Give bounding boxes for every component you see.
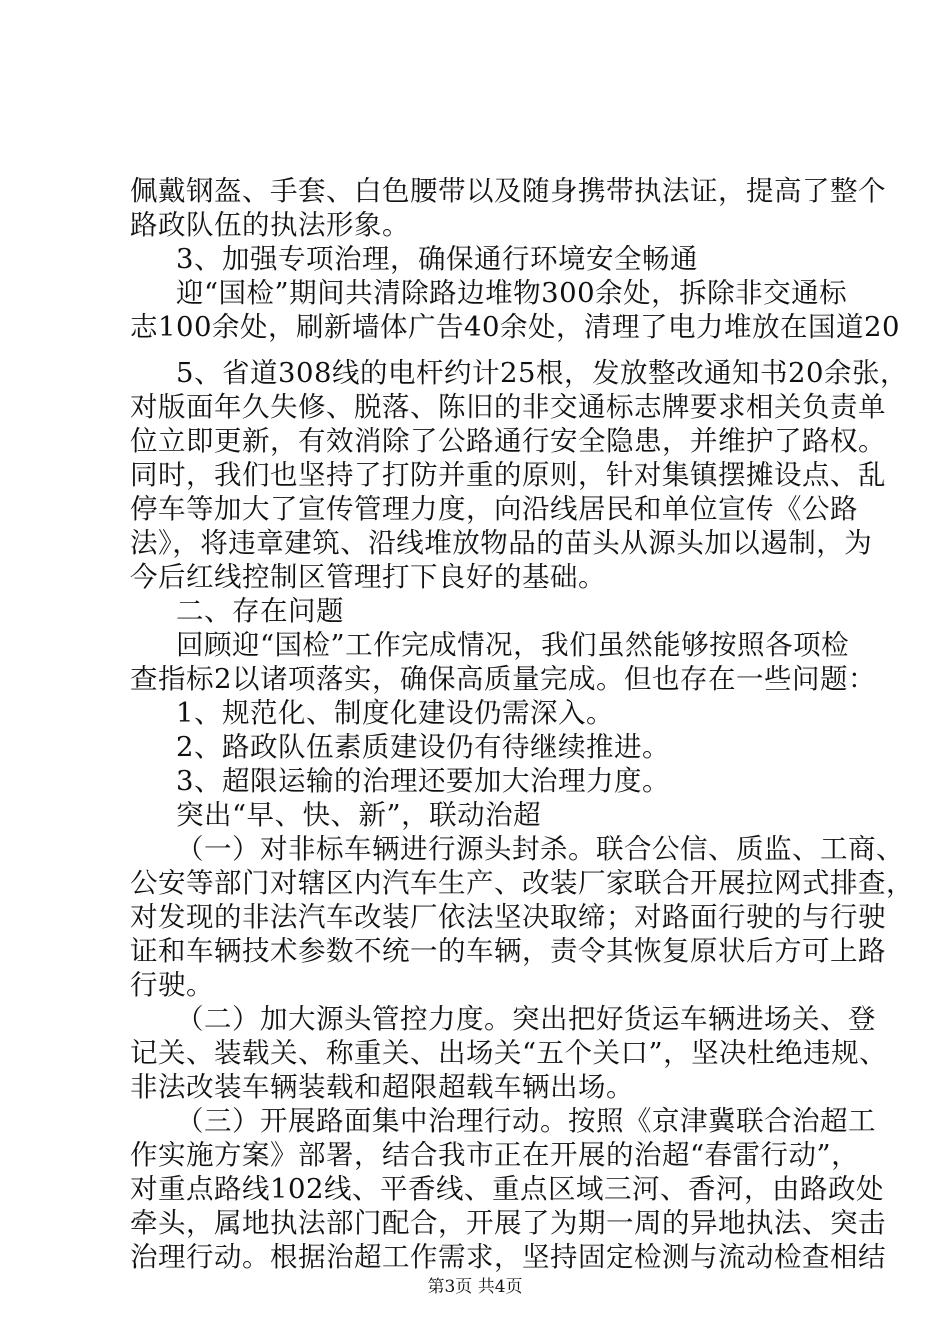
text-line-2: 路政队伍的执法形象。 — [130, 209, 410, 241]
text-line-24: 行驶。 — [130, 969, 214, 1001]
list-item-3: 3、超限运输的治理还要加大治理力度。 — [176, 765, 670, 797]
section-heading-highlight: 突出“早、快、新”，联动治超 — [176, 799, 542, 831]
text-line-28: （三）开展路面集中治理行动。按照《京津冀联合治超工 — [176, 1105, 876, 1137]
list-item-1: 1、规范化、制度化建设仍需深入。 — [176, 697, 614, 729]
list-item-2: 2、路政队伍素质建设仍有待继续推进。 — [176, 731, 670, 763]
text-line-4: 迎“国检”期间共清除路边堆物300余处，拆除非交通标 — [176, 277, 848, 309]
section-heading-problems: 二、存在问题 — [176, 595, 344, 627]
text-line-26: 记关、装载关、称重关、出场关“五个关口”，坚决杜绝违规、 — [130, 1037, 888, 1069]
text-line-31: 牵头，属地执法部门配合，开展了为期一周的异地执法、突击 — [130, 1207, 886, 1239]
text-line-11: 法》，将违章建筑、沿线堆放物品的苗头从源头加以遏制，为 — [130, 527, 873, 559]
text-line-20: （一）对非标车辆进行源头封杀。联合公信、质监、工商、 — [176, 833, 904, 865]
text-line-3: 3、加强专项治理，确保通行环境安全畅通 — [176, 243, 698, 275]
text-line-25: （二）加大源头管控力度。突出把好货运车辆进场关、登 — [176, 1003, 876, 1035]
text-line-7: 对版面年久失修、脱落、陈旧的非交通标志牌要求相关负责单 — [130, 391, 886, 423]
text-line-1: 佩戴钢盔、手套、白色腰带以及随身携带执法证，提高了整个 — [130, 175, 886, 207]
text-line-15: 查指标2以诸项落实，确保高质量完成。但也存在一些问题： — [130, 663, 876, 695]
text-line-12: 今后红线控制区管理打下良好的基础。 — [130, 561, 606, 593]
text-line-10: 停车等加大了宣传管理力度，向沿线居民和单位宣传《公路 — [130, 493, 858, 525]
text-line-9: 同时，我们也坚持了打防并重的原则，针对集镇摆摊设点、乱 — [130, 459, 886, 491]
text-line-14: 回顾迎“国检”工作完成情况，我们虽然能够按照各项检 — [176, 629, 850, 661]
text-line-29: 作实施方案》部署，结合我市正在开展的治超“春雷行动”， — [130, 1139, 860, 1171]
text-line-8: 位立即更新，有效消除了公路通行安全隐患，并维护了路权。 — [130, 425, 886, 457]
text-line-6: 5、省道308线的电杆约计25根，发放整改通知书20余张， — [176, 357, 908, 389]
page-footer: 第3页 共4页 — [427, 1277, 523, 1297]
text-line-32: 治理行动。根据治超工作需求，坚持固定检测与流动检查相结 — [130, 1241, 886, 1273]
text-line-5: 志100余处，刷新墙体广告40余处，清理了电力堆放在国道20 — [130, 311, 900, 343]
text-line-21: 公安等部门对辖区内汽车生产、改装厂家联合开展拉网式排查， — [130, 867, 914, 899]
text-line-23: 证和车辆技术参数不统一的车辆，责令其恢复原状后方可上路 — [130, 935, 886, 967]
text-line-27: 非法改装车辆装载和超限超载车辆出场。 — [130, 1071, 634, 1103]
text-line-30: 对重点路线102线、平香线、重点区域三河、香河，由路政处 — [130, 1173, 884, 1205]
text-line-22: 对发现的非法汽车改装厂依法坚决取缔；对路面行驶的与行驶 — [130, 901, 886, 933]
